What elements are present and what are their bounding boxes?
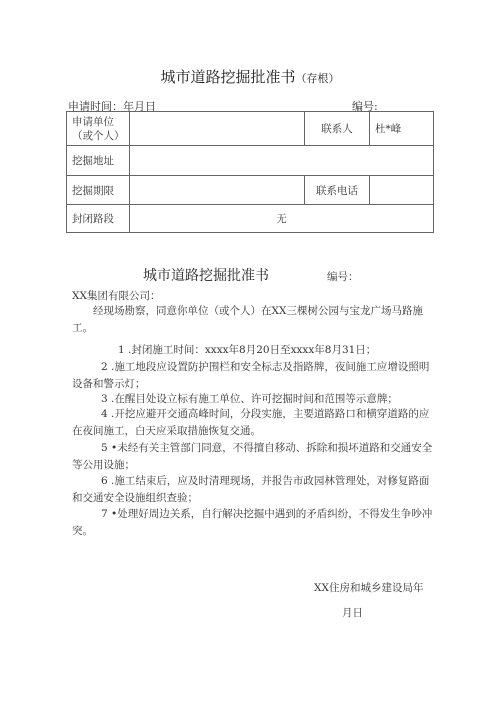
period-value bbox=[130, 176, 305, 205]
contact-value: 杜*峰 bbox=[370, 112, 434, 146]
stub-table bbox=[66, 111, 434, 233]
stub-title-suffix: （存根） bbox=[295, 72, 340, 85]
phone-value bbox=[370, 176, 434, 205]
permit-title: 城市道路挖掘批准书 bbox=[143, 268, 269, 284]
stub-number-label: 编号: bbox=[352, 100, 378, 113]
period-label: 挖掘期限 bbox=[67, 176, 130, 205]
permit-clause: 7 •处理好周边关系，自行解决挖掘中遇到的矛盾纠纷，不得发生争吵冲突。 bbox=[72, 508, 433, 537]
contact-label: 联系人 bbox=[305, 112, 370, 146]
stub-row-applicant bbox=[67, 112, 434, 146]
closed-road-label: 封闭路段 bbox=[67, 205, 130, 233]
stub-row-address bbox=[67, 146, 434, 176]
stub-title-text: 城市道路挖掘批准书 bbox=[160, 68, 296, 86]
address-label: 挖掘地址 bbox=[67, 146, 130, 176]
addressee: XX集团有限公司： bbox=[72, 290, 161, 302]
permit-paragraph: 经现场勘察，同意你单位（或个人）在XX三棵树公园与宝龙广场马路施工。 bbox=[72, 305, 423, 334]
phone-label: 联系电话 bbox=[305, 176, 370, 205]
apply-time: 申请时间：年月日 bbox=[68, 100, 156, 113]
permit-clause: 1 .封闭施工时间：xxxx年8月20日至xxxx年8月31日； bbox=[118, 344, 377, 356]
permit-clause: 2 .施工地段应设置防护围栏和安全标志及指路牌，夜间施工应增设照明设备和警示灯； bbox=[72, 361, 430, 390]
applicant-value bbox=[130, 112, 305, 146]
permit-number-label: 编号： bbox=[327, 271, 359, 283]
permit-clause: 3 .在醒目处设立标有施工单位、许可挖掘时间和范围等示意牌； bbox=[101, 393, 398, 405]
closed-road-value: 无 bbox=[130, 205, 434, 233]
stub-row-period bbox=[67, 176, 434, 205]
permit-clause: 5 •未经有关主管部门同意，不得擅自移动、拆除和损坏道路和交通安全等公用设施； bbox=[72, 442, 433, 471]
permit-clause: 4 .开挖应避开交通高峰时间，分段实施，主要道路路口和横穿道路的应在夜间施工，白天应采取措施恢复交通。 bbox=[72, 408, 430, 437]
stub-row-closed bbox=[67, 205, 434, 233]
stub-title bbox=[0, 66, 500, 87]
signature-date: 月日 bbox=[342, 607, 363, 619]
signature-org: XX住房和城乡建设局年 bbox=[314, 582, 424, 594]
permit-clause: 6 .施工结束后，应及时清理现场，并报告市政园林管理处，对修复路面和交通安全设施组织查验； bbox=[72, 475, 430, 504]
address-value bbox=[130, 146, 434, 176]
applicant-label: 申请单位（或个人） bbox=[67, 112, 130, 146]
